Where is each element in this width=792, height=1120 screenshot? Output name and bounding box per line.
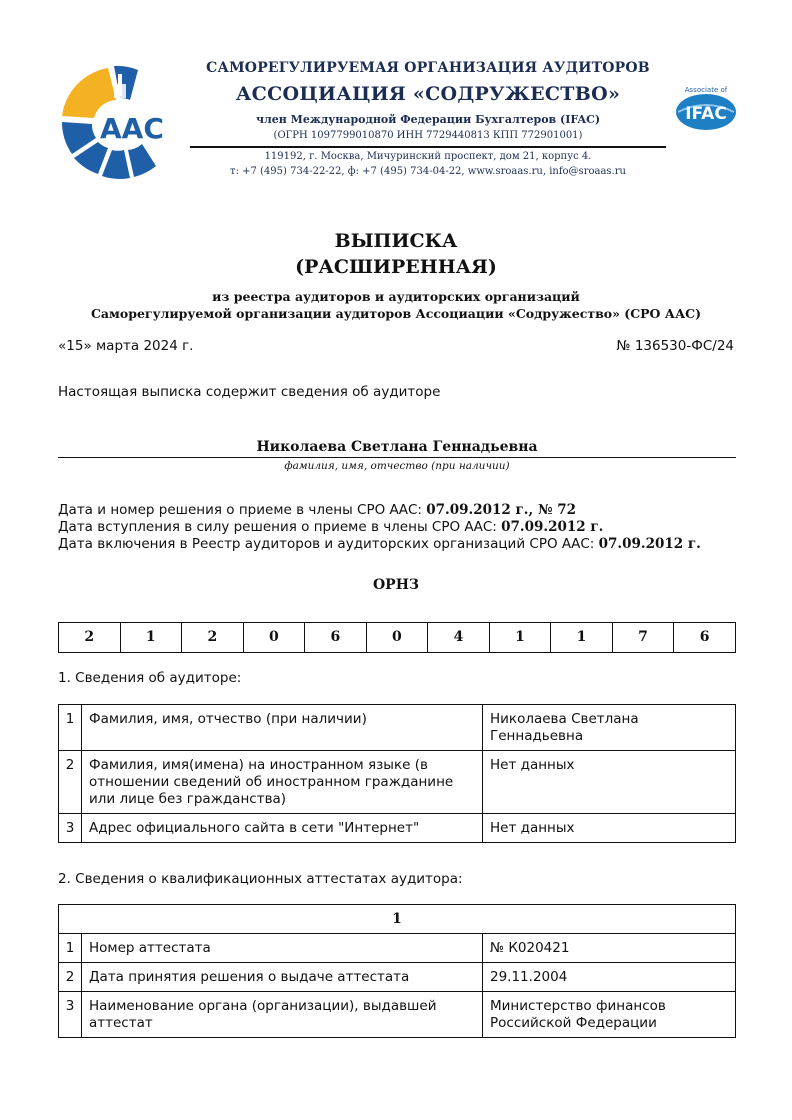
doc-sub-line-2: Саморегулируемой организации аудиторов Ассоциации «Содружество» (СРО ААС): [90, 306, 702, 321]
row-number: 1: [59, 705, 82, 751]
register-line: [58, 536, 701, 552]
org-membership: член Международной Федерации Бухгалтеров (IFAC): [255, 113, 601, 126]
table-row: [59, 963, 736, 992]
svg-text:AAC: AAC: [100, 112, 164, 145]
row-label: Наименование органа (организации), выдавшей аттестат: [82, 992, 483, 1038]
row-number: 2: [59, 751, 82, 814]
table-row: [59, 992, 736, 1038]
ornz-digit: 6: [305, 623, 367, 653]
row-label: Дата принятия решения о выдаче аттестата: [82, 963, 483, 992]
doc-number: № 136530-ФС/24: [616, 338, 734, 354]
table-row: [59, 934, 736, 963]
register-label: Дата включения в Реестр аудиторов и аудиторских организаций СРО ААС:: [58, 536, 599, 552]
certificates-table: [58, 904, 736, 1038]
person-name: Николаева Светлана Геннадьевна: [256, 439, 538, 455]
ornz-digit: 0: [366, 623, 428, 653]
ornz-digit: 2: [182, 623, 244, 653]
svg-text:IFAC: IFAC: [685, 104, 727, 124]
doc-subtitle: (РАСШИРЕННАЯ): [295, 256, 497, 278]
row-label: Фамилия, имя(имена) на иностранном языке (в отношении сведений об иностранном гражданине или лице без гражданства): [82, 751, 483, 814]
svg-text:Associate of: Associate of: [684, 86, 728, 94]
section1-title: 1. Сведения об аудиторе:: [58, 670, 242, 686]
decision-line: [58, 502, 576, 518]
ornz-digit: 1: [551, 623, 613, 653]
header-rule: [190, 146, 666, 148]
row-value: 29.11.2004: [483, 963, 736, 992]
ornz-digit: 1: [489, 623, 551, 653]
certificate-index: 1: [59, 905, 736, 934]
ornz-digit: 6: [674, 623, 736, 653]
doc-title: ВЫПИСКА: [334, 230, 458, 252]
register-value: 07.09.2012 г.: [598, 536, 701, 552]
row-value: Нет данных: [483, 751, 736, 814]
ifac-logo: [672, 84, 740, 134]
row-number: 1: [59, 934, 82, 963]
row-value: № К020421: [483, 934, 736, 963]
section2-title: 2. Сведения о квалификационных аттестатах аудитора:: [58, 871, 463, 887]
doc-sub-line-1: из реестра аудиторов и аудиторских организаций: [212, 289, 580, 304]
doc-date: «15» марта 2024 г.: [58, 338, 194, 354]
person-caption: фамилия, имя, отчество (при наличии): [284, 460, 510, 472]
table-row: [59, 751, 736, 814]
table-header-row: [59, 905, 736, 934]
row-value: Нет данных: [483, 814, 736, 843]
row-label: Адрес официального сайта в сети "Интернет": [82, 814, 483, 843]
effective-label: Дата вступления в силу решения о приеме в члены СРО ААС:: [58, 519, 502, 535]
row-value: Министерство финансов Российской Федерации: [483, 992, 736, 1038]
org-line-1: САМОРЕГУЛИРУЕМАЯ ОРГАНИЗАЦИЯ АУДИТОРОВ: [206, 60, 650, 76]
row-number: 3: [59, 814, 82, 843]
row-number: 2: [59, 963, 82, 992]
decision-label: Дата и номер решения о приеме в члены СРО ААС:: [58, 502, 427, 518]
ornz-digit: 0: [243, 623, 305, 653]
decision-value: 07.09.2012 г., № 72: [426, 502, 577, 518]
effective-line: [58, 519, 603, 535]
ornz-digit: 1: [120, 623, 182, 653]
row-label: Фамилия, имя, отчество (при наличии): [82, 705, 483, 751]
name-underline: [58, 457, 736, 458]
org-name: АССОЦИАЦИЯ «СОДРУЖЕСТВО»: [235, 83, 621, 105]
org-contacts: т: +7 (495) 734-22-22, ф: +7 (495) 734-04-22, www.sroaas.ru, info@sroaas.ru: [230, 166, 626, 177]
effective-value: 07.09.2012 г.: [501, 519, 604, 535]
ornz-digit: 4: [428, 623, 490, 653]
auditor-info-table: [58, 704, 736, 843]
row-number: 3: [59, 992, 82, 1038]
row-label: Номер аттестата: [82, 934, 483, 963]
ornz-digit: 2: [59, 623, 121, 653]
table-row: [59, 705, 736, 751]
row-value: Николаева Светлана Геннадьевна: [483, 705, 736, 751]
org-ids: (ОГРН 1097799010870 ИНН 7729440813 КПП 772901001): [273, 130, 583, 141]
intro-text: Настоящая выписка содержит сведения об аудиторе: [58, 384, 441, 400]
aac-logo: [58, 60, 186, 182]
org-address: 119192, г. Москва, Мичуринский проспект, дом 21, корпус 4.: [264, 151, 592, 162]
ornz-table: [58, 622, 736, 653]
table-row: [59, 814, 736, 843]
ornz-digit: 7: [612, 623, 674, 653]
ornz-label: ОРНЗ: [372, 577, 420, 593]
